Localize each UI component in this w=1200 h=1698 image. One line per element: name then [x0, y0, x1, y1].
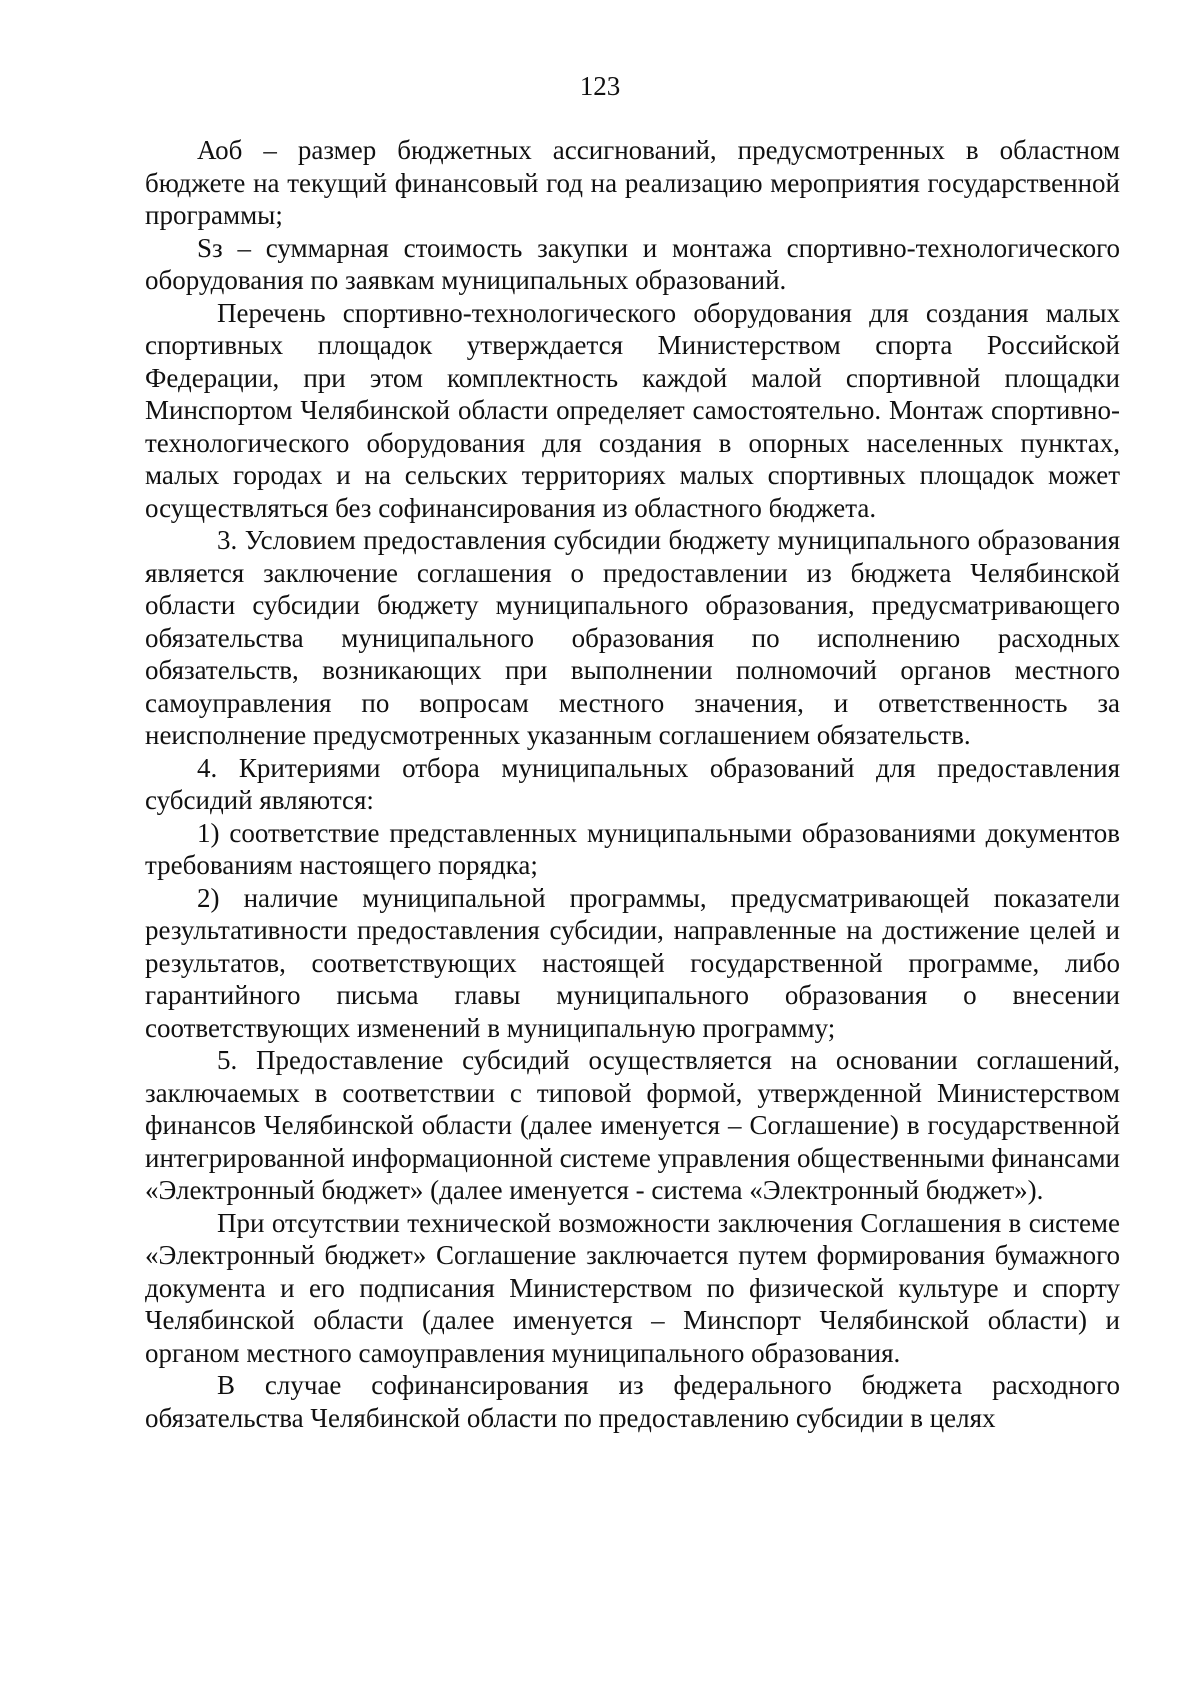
paragraph-paper-agreement: При отсутствии технической возможности заключения Соглашения в системе «Электронный бюджет» Соглашение заключается путем формирования бумажного документа и его подписания Министерством по физической культуре и спорту Челябинской области (далее именуется – Минспорт Челябинской области) и органом местного самоуправления муниципального образования.: [145, 1207, 1120, 1368]
paragraph-equipment-list: Перечень спортивно-технологического оборудования для создания малых спортивных площадок утверждается Министерством спорта Российской Федерации, при этом комплектность каждой малой спортивной площадки Минспортом Челябинской области определяет самостоятельно. Монтаж спортивно-технологического оборудования для создания в опорных населенных пунктах, малых городах и на сельских территориях малых спортивных площадок может осуществляться без софинансирования из областного бюджета.: [145, 297, 1120, 523]
paragraph-item-4: 4. Критериями отбора муниципальных образований для предоставления субсидий являются:: [145, 752, 1120, 815]
paragraph-criterion-1: 1) соответствие представленных муниципальными образованиями документов требованиям настоящего порядка;: [145, 817, 1120, 880]
page-number: 123: [579, 71, 621, 101]
paragraph-federal-cofinancing: В случае софинансирования из федерального бюджета расходного обязательства Челябинской области по предоставлению субсидии в целях: [145, 1370, 1120, 1433]
paragraph-aob-definition: Аоб – размер бюджетных ассигнований, предусмотренных в областном бюджете на текущий финансовый год на реализацию мероприятия государственной программы;: [145, 135, 1120, 230]
paragraph-sz-definition: Sз – суммарная стоимость закупки и монтажа спортивно-технологического оборудования по заявкам муниципальных образований.: [145, 232, 1120, 295]
paragraph-criterion-2: 2) наличие муниципальной программы, предусматривающей показатели результативности предоставления субсидии, направленные на достижение целей и результатов, соответствующих настоящей государственной программе, либо гарантийного письма главы муниципального образования о внесении соответствующих изменений в муниципальную программу;: [145, 882, 1120, 1043]
paragraph-item-3: 3. Условием предоставления субсидии бюджету муниципального образования является заключение соглашения о предоставлении из бюджета Челябинской области субсидии бюджету муниципального образования, предусматривающего обязательства муниципального образования по исполнению расходных обязательств, возникающих при выполнении полномочий органов местного самоуправления по вопросам местного значения, и ответственность за неисполнение предусмотренных указанным соглашением обязательств.: [145, 525, 1120, 750]
paragraph-item-5: 5. Предоставление субсидий осуществляется на основании соглашений, заключаемых в соответствии с типовой формой, утвержденной Министерством финансов Челябинской области (далее именуется – Соглашение) в государственной интегрированной информационной системе управления общественными финансами «Электронный бюджет» (далее именуется - система «Электронный бюджет»).: [145, 1045, 1120, 1205]
document-body: [145, 134, 1120, 1434]
